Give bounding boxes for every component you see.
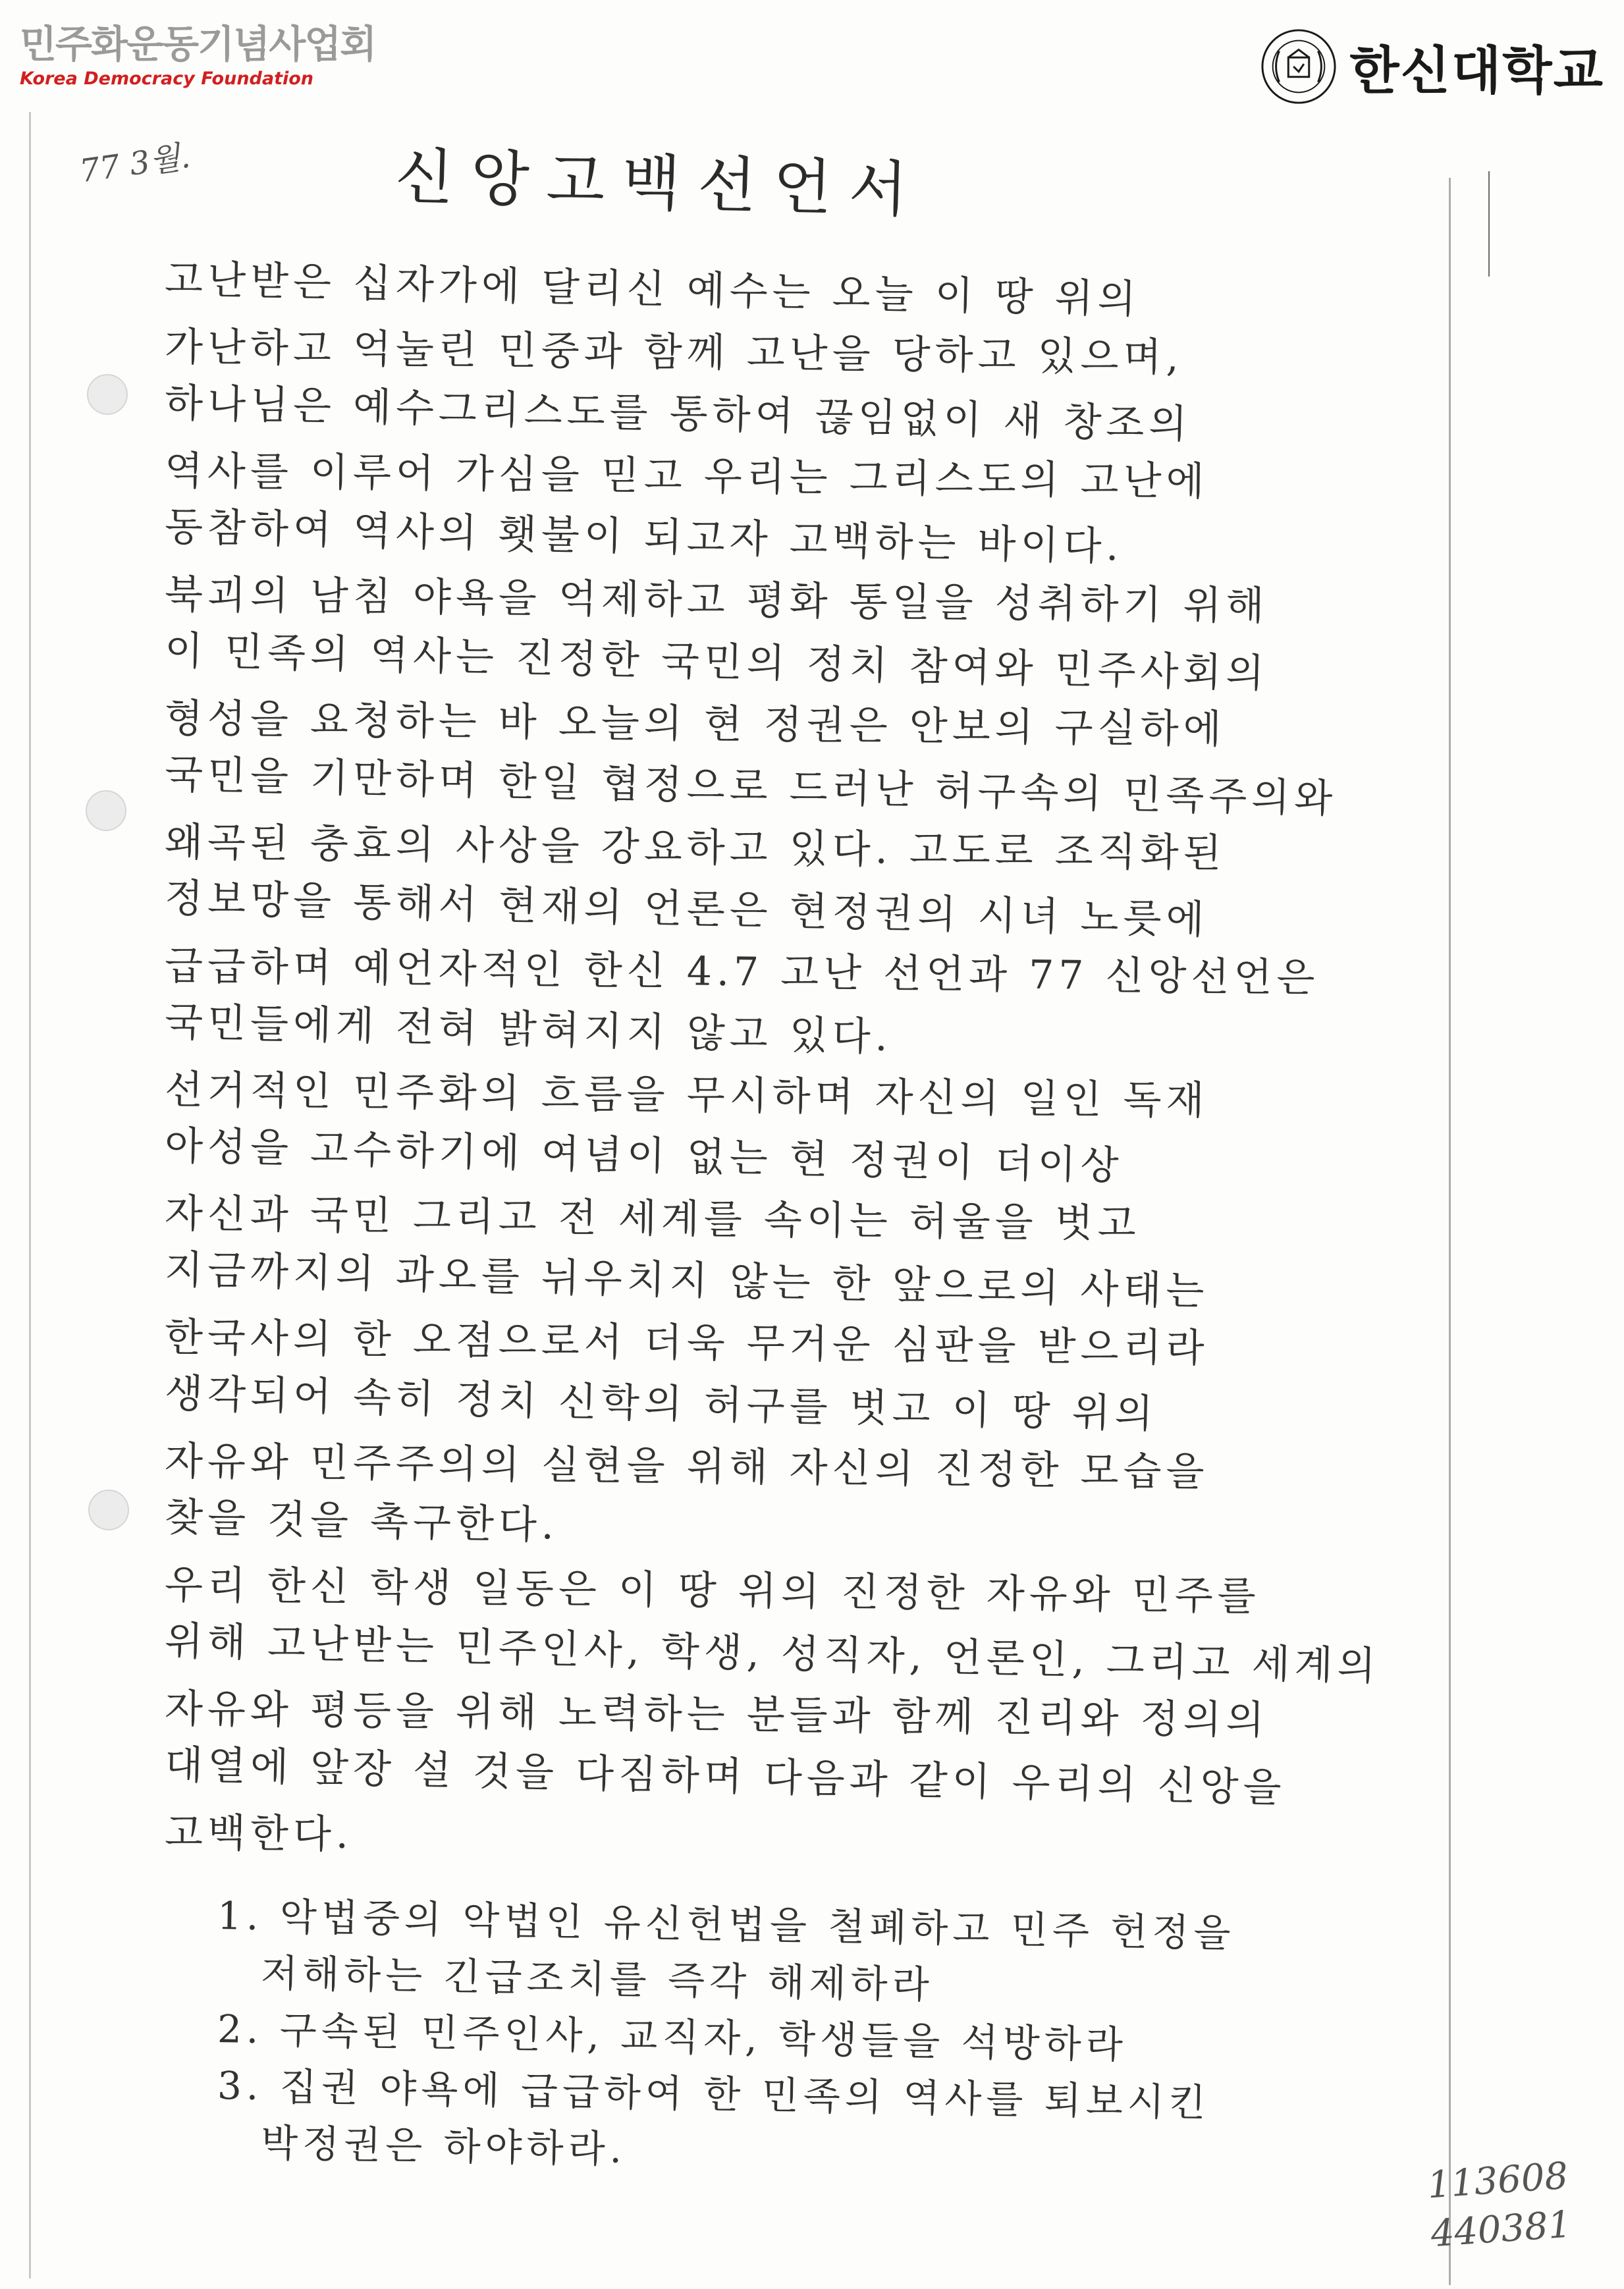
document-title: 신앙고백선언서: [394, 141, 926, 226]
body-line: 형성을 요청하는 바 오늘의 현 정권은 안보의 구실하에: [164, 695, 1226, 753]
body-line: 북괴의 남침 야욕을 억제하고 평화 통일을 성취하기 위해: [164, 572, 1269, 630]
body-line: 지금까지의 과오를 뉘우치지 않는 한 앞으로의 사태는: [164, 1247, 1210, 1315]
page-right-fold-line: [1449, 178, 1451, 2285]
punch-hole: [87, 374, 128, 415]
kdf-logo-english: Korea Democracy Foundation: [20, 68, 314, 89]
body-line: 급급하며 예언자적인 한신 4.7 고난 선언과 77 신앙선언은: [164, 943, 1320, 1002]
body-line: 고백한다.: [164, 1810, 354, 1858]
body-line: 하나님은 예수그리스도를 통하여 끊임없이 새 창조의: [164, 380, 1193, 448]
demand-item-continued: 박정권은 하야하라.: [260, 2120, 627, 2172]
demand-item: 1. 악법중의 악법인 유신헌법을 철폐하고 민주 헌정을: [217, 1893, 1236, 1956]
body-line: 한국사의 한 오점으로서 더욱 무거운 심판을 받으리라: [164, 1314, 1209, 1372]
body-line: 자신과 국민 그리고 전 세계를 속이는 허울을 벗고: [164, 1191, 1141, 1247]
body-line: 왜곡된 충효의 사상을 강요하고 있다. 고도로 조직화된: [164, 819, 1226, 876]
corner-handwritten-mark: 77 3월.: [77, 138, 193, 190]
body-line: 가난하고 억눌린 민중과 함께 고난을 당하고 있으며,: [164, 324, 1184, 381]
demand-item-continued: 저해하는 긴급조치를 즉각 해제하라: [260, 1951, 934, 2008]
demand-item: 3. 집권 야욕에 급급하여 한 민족의 역사를 퇴보시킨: [217, 2063, 1211, 2126]
hanshin-emblem-icon: [1260, 28, 1338, 105]
body-line: 찾을 것을 촉구한다.: [164, 1494, 559, 1549]
body-line: 국민들에게 전혀 밝혀지지 않고 있다.: [164, 999, 893, 1061]
kdf-logo-korean: 민주화운동기념사업회: [20, 22, 376, 67]
body-line: 아성을 고수하기에 여념이 없는 현 정권이 더이상: [164, 1123, 1124, 1189]
page-left-edge: [29, 112, 31, 2278]
punch-hole: [86, 790, 126, 831]
hanshin-logo-name: 한신대학교: [1349, 41, 1604, 101]
body-line: 이 민족의 역사는 진정한 국민의 정치 참여와 민주사회의: [164, 628, 1270, 697]
body-line: 선거적인 민주화의 흐름을 무시하며 자신의 일인 독재: [164, 1067, 1209, 1124]
body-line: 정보망을 통해서 현재의 언론은 현정권의 시녀 노릇에: [164, 875, 1210, 944]
punch-hole: [88, 1490, 129, 1530]
document-body: [164, 256, 1381, 1870]
body-line: 고난받은 십자가에 달리신 예수는 오늘 이 땅 위의: [164, 256, 1141, 323]
archive-number: 113608: [1426, 2154, 1570, 2207]
body-line: 대열에 앞장 설 것을 다짐하며 다음과 같이 우리의 신앙을: [164, 1742, 1287, 1812]
body-line: 국민을 기만하며 한일 협정으로 드러난 허구속의 민족주의와: [164, 751, 1338, 822]
archive-numbers: [1426, 2152, 1573, 2259]
body-line: 우리 한신 학생 일동은 이 땅 위의 진정한 자유와 민주를: [164, 1562, 1261, 1620]
page-right-mark: [1488, 171, 1490, 277]
hanshin-logo: [1260, 28, 1604, 105]
body-line: 동참하여 역사의 횃불이 되고자 고백하는 바이다.: [164, 504, 1124, 570]
archive-number: 440381: [1429, 2203, 1573, 2256]
body-line: 생각되어 속히 정치 신학의 허구를 벗고 이 땅 위의: [164, 1370, 1158, 1438]
body-line: 위해 고난받는 민주인사, 학생, 성직자, 언론인, 그리고 세계의: [164, 1618, 1381, 1690]
kdf-logo: [20, 22, 376, 89]
demand-item: 2. 구속된 민주인사, 교직자, 학생들을 석방하라: [217, 2006, 1128, 2068]
body-line: 역사를 이루어 가심을 믿고 우리는 그리스도의 고난에: [164, 448, 1209, 505]
body-line: 자유와 민주주의의 실현을 위해 자신의 진정한 모습을: [164, 1438, 1209, 1495]
body-line: 자유와 평등을 위해 노력하는 분들과 함께 진리와 정의의: [164, 1686, 1269, 1744]
demands-list: [217, 1893, 1271, 2180]
